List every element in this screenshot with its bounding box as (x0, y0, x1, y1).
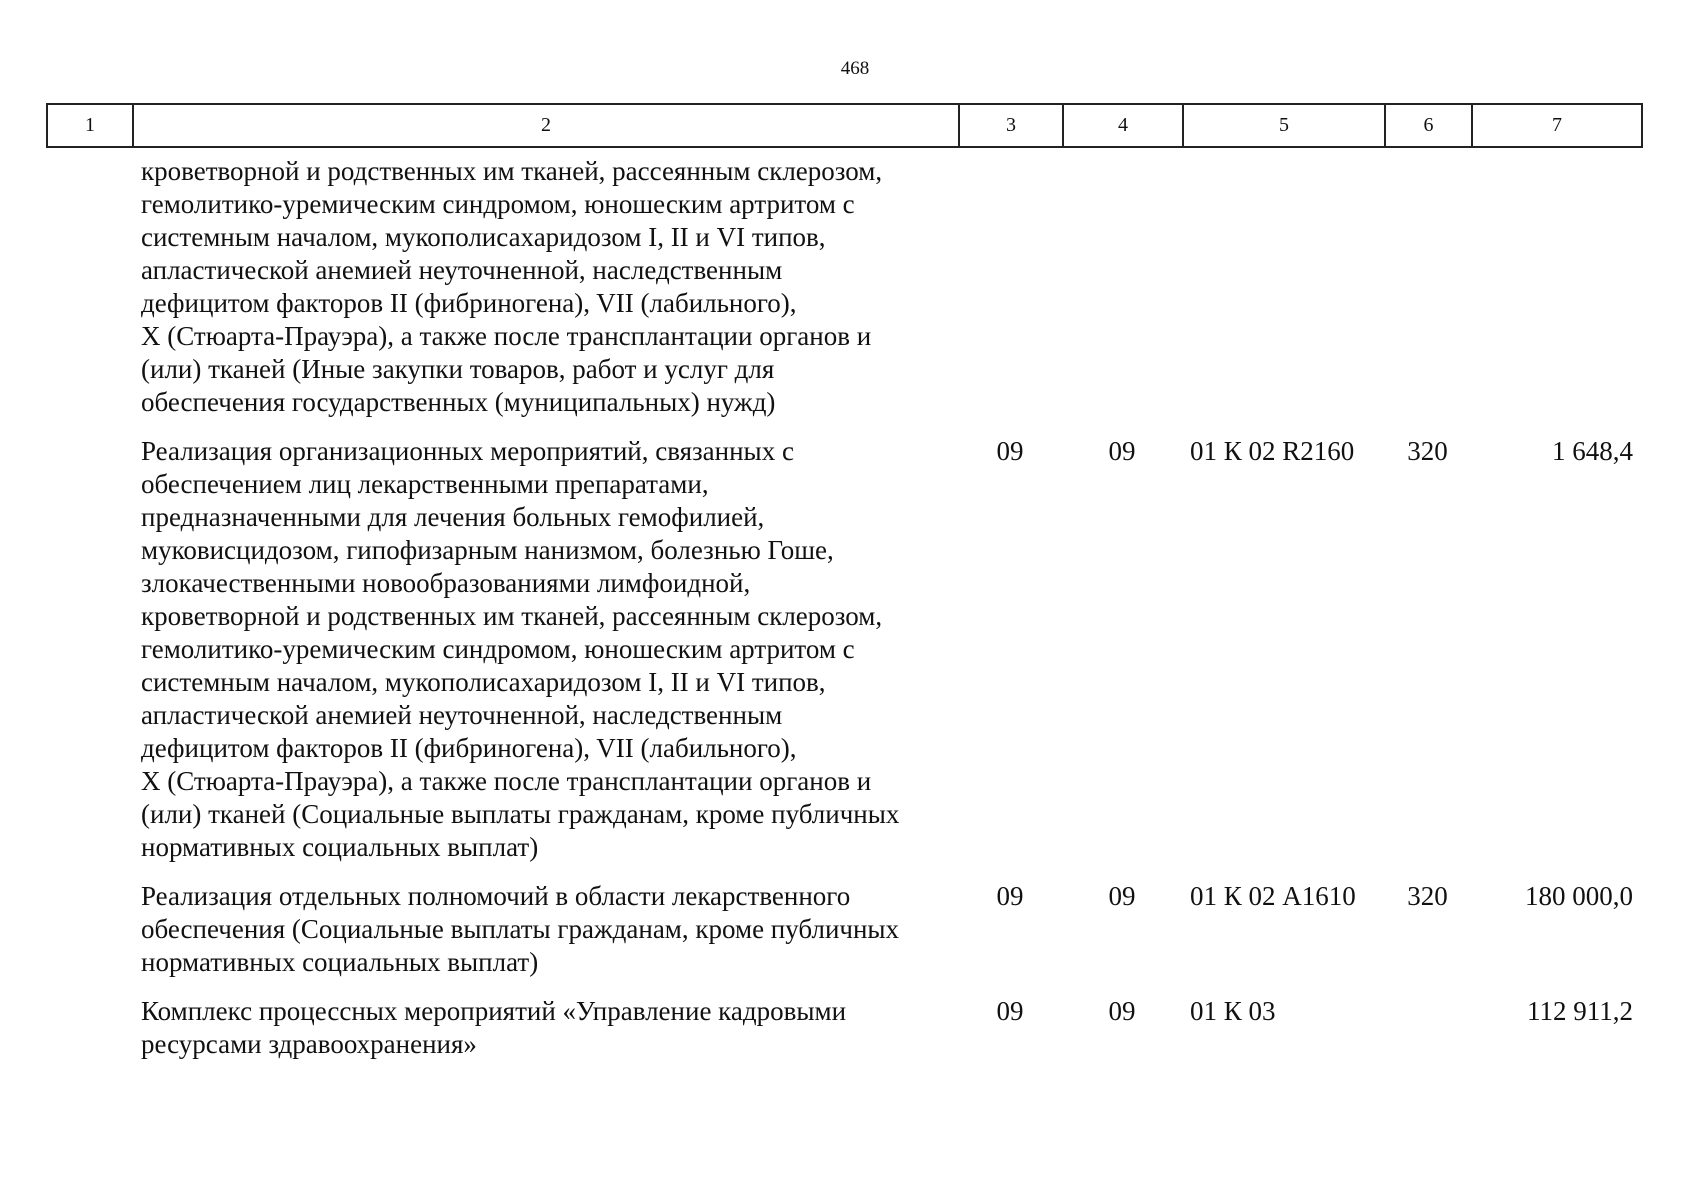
row-section: 09 (996, 996, 1024, 1026)
row-section: 09 (996, 436, 1024, 466)
header-col-7: 7 (1472, 104, 1642, 147)
row-subsection: 09 (1108, 436, 1136, 466)
header-col-4: 4 (1063, 104, 1183, 147)
row-target-article: 01 К 02 А1610 (1190, 881, 1356, 911)
row-subsection: 09 (1108, 996, 1136, 1026)
row-description: Реализация отдельных полномочий в области лекарственного обеспечения (Социальные выплаты гражданам, кроме публичных нормативных социальных выплат) (141, 881, 900, 977)
header-row (47, 104, 1642, 147)
row-expense-type (1384, 155, 1471, 419)
row-target-article: 01 К 02 R2160 (1190, 436, 1355, 466)
row-target-article: 01 К 03 (1190, 996, 1276, 1026)
row-expense-type: 320 (1407, 436, 1448, 466)
row-target-article (1182, 155, 1384, 419)
row-description: Реализация организационных мероприятий, связанных с обеспечением лиц лекарственными препаратами, предназначенными для лечения больных гемофилией, муковисцидозом, гипофизарным нанизмом, болезнью Гоше, злокачественными новообразованиями лимфоидной, кроветворной и родственных им тканей, рассеянным склерозом, гемолитико-уремическим синдромом, юношеским артритом с системным началом, мукополисахаридозом I, II и VI типов, апластической анемией неуточненной, наследственным дефицитом факторов II (фибриногена), VII (лабильного), X (Стюарта-Прауэра), а также после трансплантации органов и (или) тканей (Социальные выплаты гражданам, кроме публичных нормативных социальных выплат) (141, 436, 900, 862)
row-description: кроветворной и родственных им тканей, рассеянным склерозом, гемолитико-уремическим синдромом, юношеским артритом с системным началом, мукополисахаридозом I, II и VI типов, апластической анемией неуточненной, наследственным дефицитом факторов II (фибриногена), VII (лабильного), X (Стюарта-Прауэра), а также после трансплантации органов и (или) тканей (Иные закупки товаров, работ и услуг для обеспечения государственных (муниципальных) нужд) (141, 156, 883, 417)
header-col-2: 2 (133, 104, 959, 147)
table-row (46, 155, 1641, 419)
table-row (46, 880, 1641, 979)
row-expense-type (1384, 995, 1471, 1061)
row-amount (1471, 155, 1641, 419)
row-description: Комплекс процессных мероприятий «Управление кадровыми ресурсами здравоохранения» (141, 996, 847, 1059)
row-expense-type: 320 (1407, 881, 1448, 911)
row-section: 09 (996, 881, 1024, 911)
column-number-header (46, 103, 1643, 148)
row-section (958, 155, 1062, 419)
header-col-6: 6 (1385, 104, 1472, 147)
table-row (46, 435, 1641, 864)
header-col-3: 3 (959, 104, 1063, 147)
row-subsection (1062, 155, 1182, 419)
table-row (46, 995, 1641, 1061)
row-amount: 1 648,4 (1552, 436, 1633, 466)
header-col-1: 1 (47, 104, 133, 147)
row-amount: 112 911,2 (1527, 996, 1633, 1026)
row-subsection: 09 (1108, 881, 1136, 911)
table-body (46, 155, 1641, 1077)
row-amount: 180 000,0 (1525, 881, 1633, 911)
page-number: 468 (840, 58, 870, 79)
header-col-5: 5 (1183, 104, 1385, 147)
